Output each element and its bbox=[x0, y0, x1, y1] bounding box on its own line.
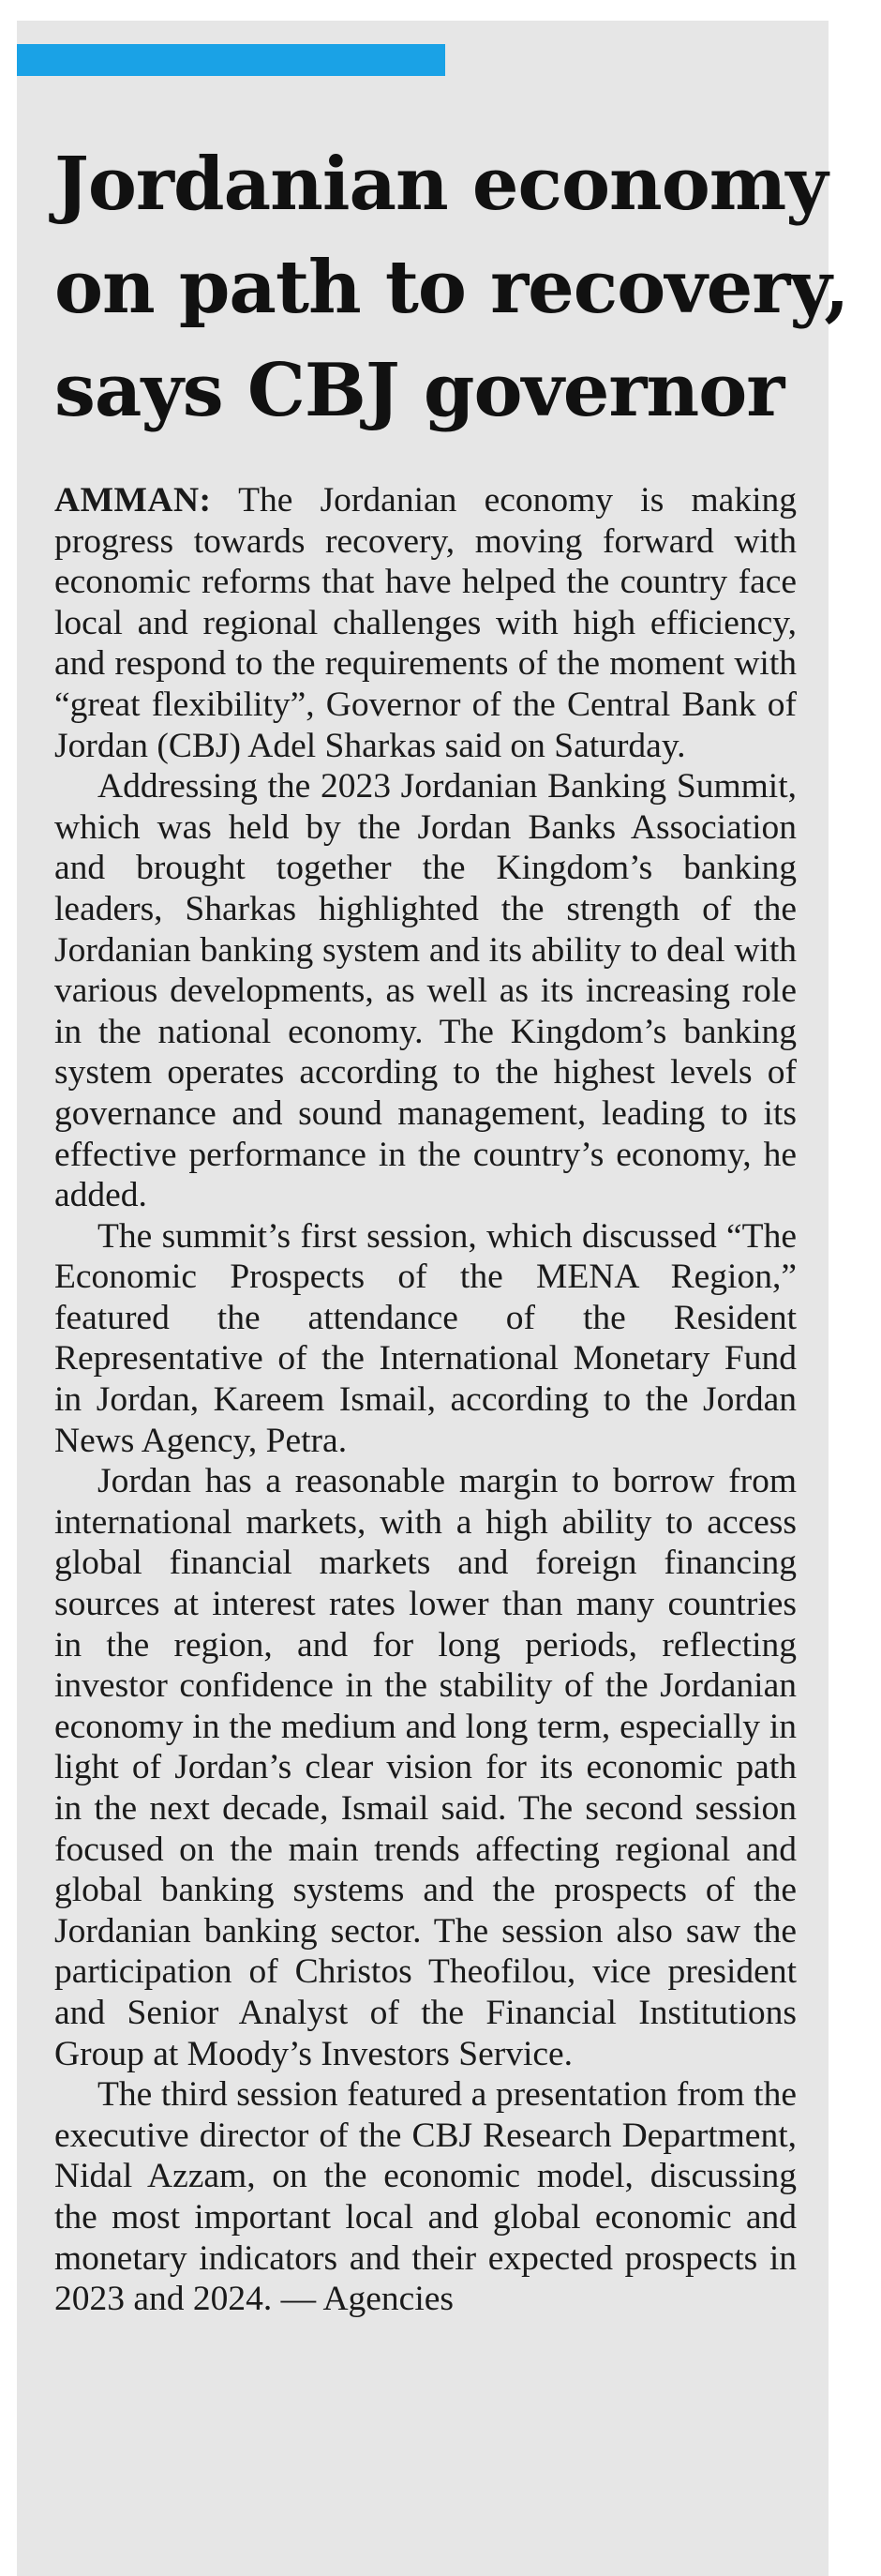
headline-line-1: Jordanian economy bbox=[54, 142, 828, 227]
dateline: AMMAN: bbox=[54, 481, 212, 520]
article-paragraph bbox=[54, 480, 797, 766]
article-paragraph: The third session featured a presentation from the executive director of the CBJ Research Department, Nidal Azzam, on the economic model, discussing the most important local and global economic and monetary indicators and their expected prospects in 2023 and 2024. — Agencies bbox=[54, 2075, 797, 2319]
headline-line-3: says CBJ governor bbox=[54, 348, 784, 433]
news-page bbox=[17, 21, 849, 2576]
article-paragraph: The summit’s first session, which discussed “The Economic Prospects of the MENA Region,” featured the attendance of the Resident Representative of the International Monetary Fund in Jordan, Kareem Ismail, according to the Jordan News Agency, Petra. bbox=[54, 1216, 797, 1460]
article-paragraph: Addressing the 2023 Jordanian Banking Summit, which was held by the Jordan Banks Association and brought together the Kingdom’s banking leaders, Sharkas highlighted the strength of the Jordanian banking system and its ability to deal with various developments, as well as its increasing role in the national economy. The Kingdom’s banking system operates according to the highest levels of governance and sound management, leading to its effective performance in the country’s economy, he added. bbox=[54, 767, 797, 1215]
article-paragraph: Jordan has a reasonable margin to borrow from international markets, with a high ability to access global financial markets and foreign financing sources at interest rates lower than many countries in the region, and for long periods, reflecting investor confidence in the stability of the Jordanian economy in the medium and long term, especially in light of Jordan’s clear vision for its economic path in the next decade, Ismail said. The second session focused on the main trends affecting regional and global banking systems and the prospects of the Jordanian banking sector. The session also saw the participation of Christos Theofilou, vice president and Senior Analyst of the Financial Institutions Group at Moody’s Investors Service. bbox=[54, 1462, 797, 2073]
headline-line-2: on path to recovery, bbox=[54, 245, 849, 330]
paragraph-text: The Jordanian economy is making progress towards recovery, moving forward with economic reforms that have helped the country face local and regional challenges with high efficiency, and respond to the requirements of the moment with “great flexibility”, Governor of the Central Bank of Jordan (CBJ) Adel Sharkas said on Saturday. bbox=[54, 481, 797, 765]
headline bbox=[54, 133, 849, 443]
article-body bbox=[54, 480, 797, 2320]
section-accent-bar bbox=[17, 44, 445, 76]
